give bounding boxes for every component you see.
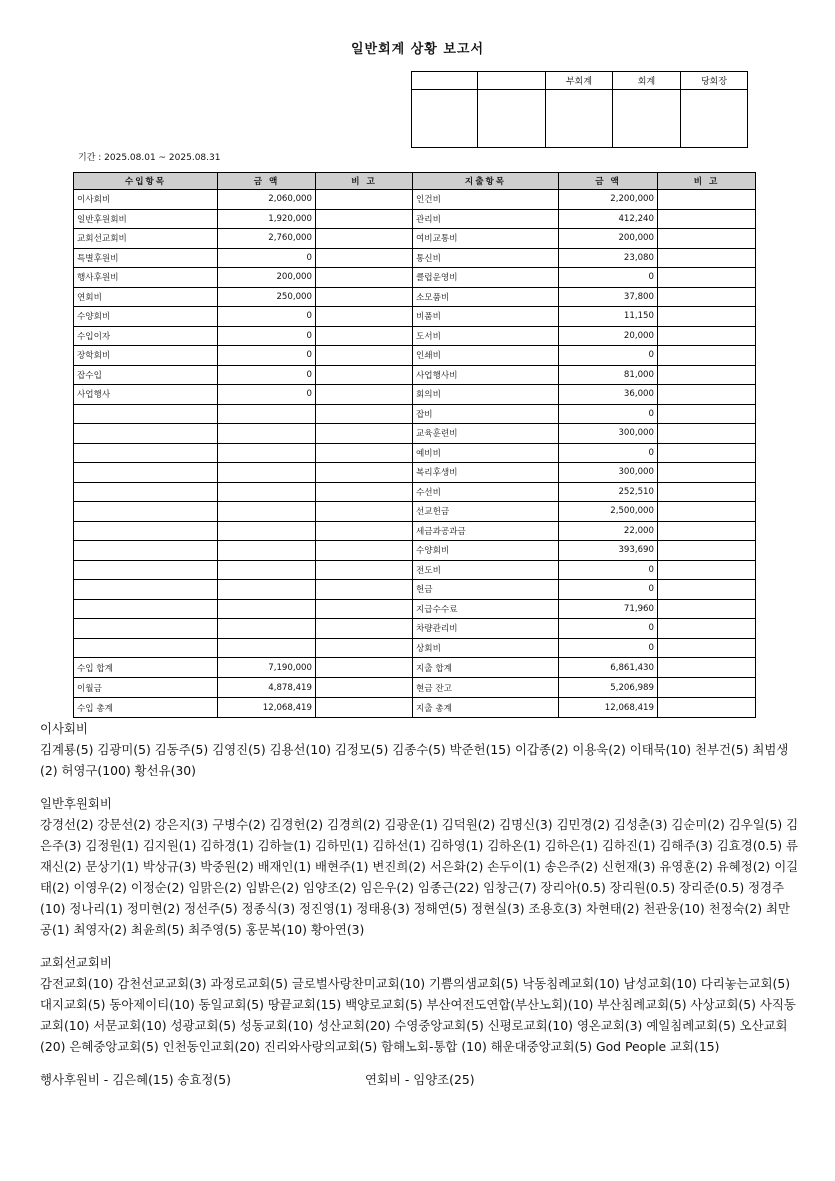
expense-amount: 0: [559, 268, 658, 288]
expense-note: [658, 229, 756, 249]
expense-note: [658, 424, 756, 444]
income-note: [316, 287, 413, 307]
income-amount: [218, 541, 316, 561]
expense-item: 클럽운영비: [413, 268, 559, 288]
income-note: [316, 346, 413, 366]
expense-item: 지출 합계: [413, 658, 559, 678]
footer-line: [40, 1069, 800, 1090]
approval-header-blank: [478, 72, 546, 90]
expense-item: 관리비: [413, 209, 559, 229]
expense-item: 인건비: [413, 190, 559, 210]
income-note: [316, 248, 413, 268]
income-note: [316, 209, 413, 229]
signature-cell: [613, 90, 681, 148]
approval-header-blank: [412, 72, 478, 90]
expense-note: [658, 560, 756, 580]
income-item: [74, 580, 218, 600]
income-note: [316, 365, 413, 385]
expense-amount: 0: [559, 404, 658, 424]
expense-note: [658, 385, 756, 405]
expense-item: 현금 잔고: [413, 678, 559, 698]
expense-note: [658, 287, 756, 307]
expense-item: 세금과공과금: [413, 521, 559, 541]
ledger-row: [74, 326, 756, 346]
signature-cell: [681, 90, 748, 148]
expense-amount: 393,690: [559, 541, 658, 561]
income-item: 이월금: [74, 678, 218, 698]
expense-amount: 300,000: [559, 424, 658, 444]
income-item: [74, 541, 218, 561]
income-item: [74, 560, 218, 580]
income-note: [316, 190, 413, 210]
expense-amount: 2,200,000: [559, 190, 658, 210]
signature-cell: [478, 90, 546, 148]
income-note: [316, 638, 413, 658]
ledger-total-row: [74, 698, 756, 718]
expense-item: 지출 총계: [413, 698, 559, 718]
expense-amount: 0: [559, 443, 658, 463]
expense-note: [658, 443, 756, 463]
income-note: [316, 268, 413, 288]
section-donor-list: 강경선(2) 강문선(2) 강은지(3) 구병수(2) 김경헌(2) 김경희(2) 김광운(1) 김덕원(2) 김명신(3) 김민경(2) 김성춘(3) 김순미(2) 김우일(5) 김은주(3) 김정원(1) 김지원(1) 김하경(1) 김하늘(1) 김하민(1) 김하선(1) 김하영(1) 김하온(1) 김하은(1) 김하진(1) 김해주(3) 김효경(0.5) 류재신(2) 문상기(1) 박상규(3) 박중원(2) 배재인(1) 배현주(1) 변진희(2) 서은화(2) 손두이(1) 송은주(2) 신헌재(3) 유영훈(2) 유혜정(2) 이길태(2) 이영우(2) 이정순(2) 임맑은(2) 임밝은(2) 임양조(2) 임은우(2) 임종근(22) 임창근(7) 장리아(0.5) 장리원(0.5) 장리준(0.5) 정경주(10) 정나리(1) 정미현(2) 정선주(5) 정종식(3) 정진영(1) 정태용(3) 정해연(5) 정현실(3) 조용호(3) 차현태(2) 천관웅(10) 천정숙(2) 최만공(1) 최영자(2) 최윤희(5) 최주영(5) 홍문복(10) 황아연(3): [40, 817, 799, 937]
expense-note: [658, 190, 756, 210]
income-item: 연회비: [74, 287, 218, 307]
income-item: 수입이자: [74, 326, 218, 346]
income-amount: 0: [218, 326, 316, 346]
income-note: [316, 502, 413, 522]
income-amount: 1,920,000: [218, 209, 316, 229]
expense-amount: 0: [559, 580, 658, 600]
expense-amount: 6,861,430: [559, 658, 658, 678]
ledger-row: [74, 443, 756, 463]
income-item: 장학회비: [74, 346, 218, 366]
donor-notes: [40, 718, 800, 1090]
section-title: 교회선교회비: [40, 955, 112, 970]
ledger-row: [74, 229, 756, 249]
income-amount: 0: [218, 248, 316, 268]
income-item: 특별후원비: [74, 248, 218, 268]
income-item: [74, 619, 218, 639]
ledger-row: [74, 385, 756, 405]
income-amount: [218, 443, 316, 463]
expense-item: 차량관리비: [413, 619, 559, 639]
expense-amount: 12,068,419: [559, 698, 658, 718]
expense-item: 복리후생비: [413, 463, 559, 483]
expense-note: [658, 678, 756, 698]
header-expense-item: 지출항목: [413, 173, 559, 190]
approval-header-deputy-accountant: 부회계: [546, 72, 613, 90]
income-item: 수양회비: [74, 307, 218, 327]
ledger-total-row: [74, 658, 756, 678]
ledger-row: [74, 541, 756, 561]
report-title: 일반회계 상황 보고서: [350, 42, 485, 57]
income-amount: 0: [218, 385, 316, 405]
income-note: [316, 482, 413, 502]
expense-item: 선교헌금: [413, 502, 559, 522]
ledger-row: [74, 248, 756, 268]
income-amount: [218, 521, 316, 541]
expense-note: [658, 482, 756, 502]
ledger-row: [74, 482, 756, 502]
income-amount: 2,760,000: [218, 229, 316, 249]
ledger-row: [74, 463, 756, 483]
header-expense-amount: 금 액: [559, 173, 658, 190]
income-item: [74, 638, 218, 658]
income-note: [316, 698, 413, 718]
income-amount: [218, 502, 316, 522]
expense-item: 인쇄비: [413, 346, 559, 366]
ledger-row: [74, 346, 756, 366]
income-item: [74, 404, 218, 424]
expense-amount: 2,500,000: [559, 502, 658, 522]
income-amount: [218, 463, 316, 483]
expense-item: 잡비: [413, 404, 559, 424]
income-item: 행사후원비: [74, 268, 218, 288]
income-amount: 0: [218, 307, 316, 327]
income-amount: 0: [218, 346, 316, 366]
income-note: [316, 580, 413, 600]
income-item: [74, 502, 218, 522]
approval-header-accountant: 회계: [613, 72, 681, 90]
income-amount: [218, 482, 316, 502]
income-item: 수입 합계: [74, 658, 218, 678]
expense-item: 지급수수료: [413, 599, 559, 619]
income-item: [74, 521, 218, 541]
income-amount: [218, 404, 316, 424]
signature-cell: [412, 90, 478, 148]
income-item: 수입 총계: [74, 698, 218, 718]
income-item: 사업행사: [74, 385, 218, 405]
income-note: [316, 599, 413, 619]
expense-item: 통신비: [413, 248, 559, 268]
section-title: 이사회비: [40, 721, 88, 736]
expense-note: [658, 365, 756, 385]
ledger-total-row: [74, 678, 756, 698]
expense-item: 헌금: [413, 580, 559, 600]
annual-fee-donors: 연회비 - 임양조(25): [365, 1072, 475, 1087]
income-note: [316, 404, 413, 424]
income-amount: 2,060,000: [218, 190, 316, 210]
income-note: [316, 229, 413, 249]
income-note: [316, 541, 413, 561]
income-item: 일반후원회비: [74, 209, 218, 229]
expense-item: 여비교통비: [413, 229, 559, 249]
expense-item: 도서비: [413, 326, 559, 346]
expense-note: [658, 638, 756, 658]
income-note: [316, 307, 413, 327]
income-amount: [218, 599, 316, 619]
expense-note: [658, 580, 756, 600]
expense-amount: 252,510: [559, 482, 658, 502]
expense-note: [658, 404, 756, 424]
expense-item: 상회비: [413, 638, 559, 658]
income-item: [74, 443, 218, 463]
ledger-row: [74, 404, 756, 424]
ledger-row: [74, 365, 756, 385]
header-income-item: 수입항목: [74, 173, 218, 190]
expense-amount: 0: [559, 619, 658, 639]
expense-amount: 71,960: [559, 599, 658, 619]
expense-amount: 37,800: [559, 287, 658, 307]
expense-note: [658, 248, 756, 268]
expense-amount: 200,000: [559, 229, 658, 249]
income-amount: 250,000: [218, 287, 316, 307]
ledger-row: [74, 209, 756, 229]
ledger-row: [74, 599, 756, 619]
section-donor-list: 김계룡(5) 김광미(5) 김동주(5) 김영진(5) 김용선(10) 김정모(5) 김종수(5) 박준헌(15) 이갑종(2) 이용욱(2) 이태묵(10) 천부건(5) 최범생(2) 허영구(100) 황선유(30): [40, 742, 789, 778]
income-amount: [218, 424, 316, 444]
expense-item: 사업행사비: [413, 365, 559, 385]
ledger-row: [74, 580, 756, 600]
income-note: [316, 385, 413, 405]
income-amount: 0: [218, 365, 316, 385]
income-note: [316, 619, 413, 639]
expense-item: 예비비: [413, 443, 559, 463]
expense-note: [658, 502, 756, 522]
income-item: [74, 599, 218, 619]
expense-item: 회의비: [413, 385, 559, 405]
approval-header-pastor: 당회장: [681, 72, 748, 90]
expense-amount: 300,000: [559, 463, 658, 483]
ledger-row: [74, 424, 756, 444]
approval-box: [411, 71, 748, 148]
income-amount: 200,000: [218, 268, 316, 288]
ledger-row: [74, 560, 756, 580]
income-note: [316, 658, 413, 678]
expense-amount: 36,000: [559, 385, 658, 405]
income-note: [316, 326, 413, 346]
header-income-note: 비 고: [316, 173, 413, 190]
expense-amount: 0: [559, 638, 658, 658]
expense-amount: 23,080: [559, 248, 658, 268]
expense-note: [658, 326, 756, 346]
income-amount: 12,068,419: [218, 698, 316, 718]
expense-note: [658, 521, 756, 541]
event-donors: 행사후원비 - 김은혜(15) 송효정(5): [40, 1072, 231, 1087]
signature-cell: [546, 90, 613, 148]
ledger-row: [74, 268, 756, 288]
expense-note: [658, 619, 756, 639]
ledger-row: [74, 307, 756, 327]
income-item: 교회선교회비: [74, 229, 218, 249]
expense-amount: 412,240: [559, 209, 658, 229]
income-item: [74, 424, 218, 444]
expense-item: 교육훈련비: [413, 424, 559, 444]
income-amount: [218, 619, 316, 639]
income-item: [74, 463, 218, 483]
expense-item: 수양회비: [413, 541, 559, 561]
expense-note: [658, 658, 756, 678]
expense-note: [658, 698, 756, 718]
income-item: [74, 482, 218, 502]
expense-note: [658, 599, 756, 619]
ledger-row: [74, 619, 756, 639]
income-amount: [218, 580, 316, 600]
income-amount: [218, 560, 316, 580]
income-amount: 7,190,000: [218, 658, 316, 678]
ledger-row: [74, 502, 756, 522]
expense-item: 전도비: [413, 560, 559, 580]
expense-amount: 0: [559, 560, 658, 580]
header-expense-note: 비 고: [658, 173, 756, 190]
expense-item: 수선비: [413, 482, 559, 502]
income-note: [316, 443, 413, 463]
expense-note: [658, 307, 756, 327]
ledger-row: [74, 190, 756, 210]
expense-note: [658, 209, 756, 229]
expense-item: 비품비: [413, 307, 559, 327]
income-amount: 4,878,419: [218, 678, 316, 698]
income-note: [316, 678, 413, 698]
income-amount: [218, 638, 316, 658]
expense-amount: 5,206,989: [559, 678, 658, 698]
income-item: 잡수입: [74, 365, 218, 385]
expense-note: [658, 541, 756, 561]
expense-amount: 0: [559, 346, 658, 366]
expense-amount: 81,000: [559, 365, 658, 385]
ledger-row: [74, 521, 756, 541]
expense-note: [658, 346, 756, 366]
section-donor-list: 감전교회(10) 감천선교교회(3) 과정로교회(5) 글로벌사랑찬미교회(10) 기쁨의샘교회(5) 낙동침례교회(10) 남성교회(10) 다리놓는교회(5) 대지교회(5) 동아제이티(10) 동일교회(5) 땅끝교회(15) 백양로교회(5) 부산여전도연합(부산노회)(10) 부산침례교회(5) 사상교회(5) 사직동교회(10) 서문교회(10) 성광교회(5) 성동교회(10) 성산교회(20) 수영중앙교회(5) 신평로교회(10) 영온교회(3) 예일침례교회(5) 오산교회(20) 은혜중앙교회(5) 인천동인교회(20) 진리와사랑의교회(5) 함해노회-통합 (10) 해운대중앙교회(5) God People 교회(15): [40, 976, 796, 1054]
income-note: [316, 521, 413, 541]
expense-item: 소모품비: [413, 287, 559, 307]
header-income-amount: 금 액: [218, 173, 316, 190]
expense-amount: 20,000: [559, 326, 658, 346]
ledger-row: [74, 287, 756, 307]
expense-amount: 22,000: [559, 521, 658, 541]
ledger-row: [74, 638, 756, 658]
ledger-table: [73, 172, 756, 718]
income-note: [316, 560, 413, 580]
expense-amount: 11,150: [559, 307, 658, 327]
income-note: [316, 424, 413, 444]
expense-note: [658, 463, 756, 483]
income-note: [316, 463, 413, 483]
expense-note: [658, 268, 756, 288]
section-title: 일반후원회비: [40, 796, 112, 811]
ledger-header-row: [74, 173, 756, 190]
income-item: 이사회비: [74, 190, 218, 210]
report-period: 기간 : 2025.08.01 ~ 2025.08.31: [78, 153, 221, 163]
